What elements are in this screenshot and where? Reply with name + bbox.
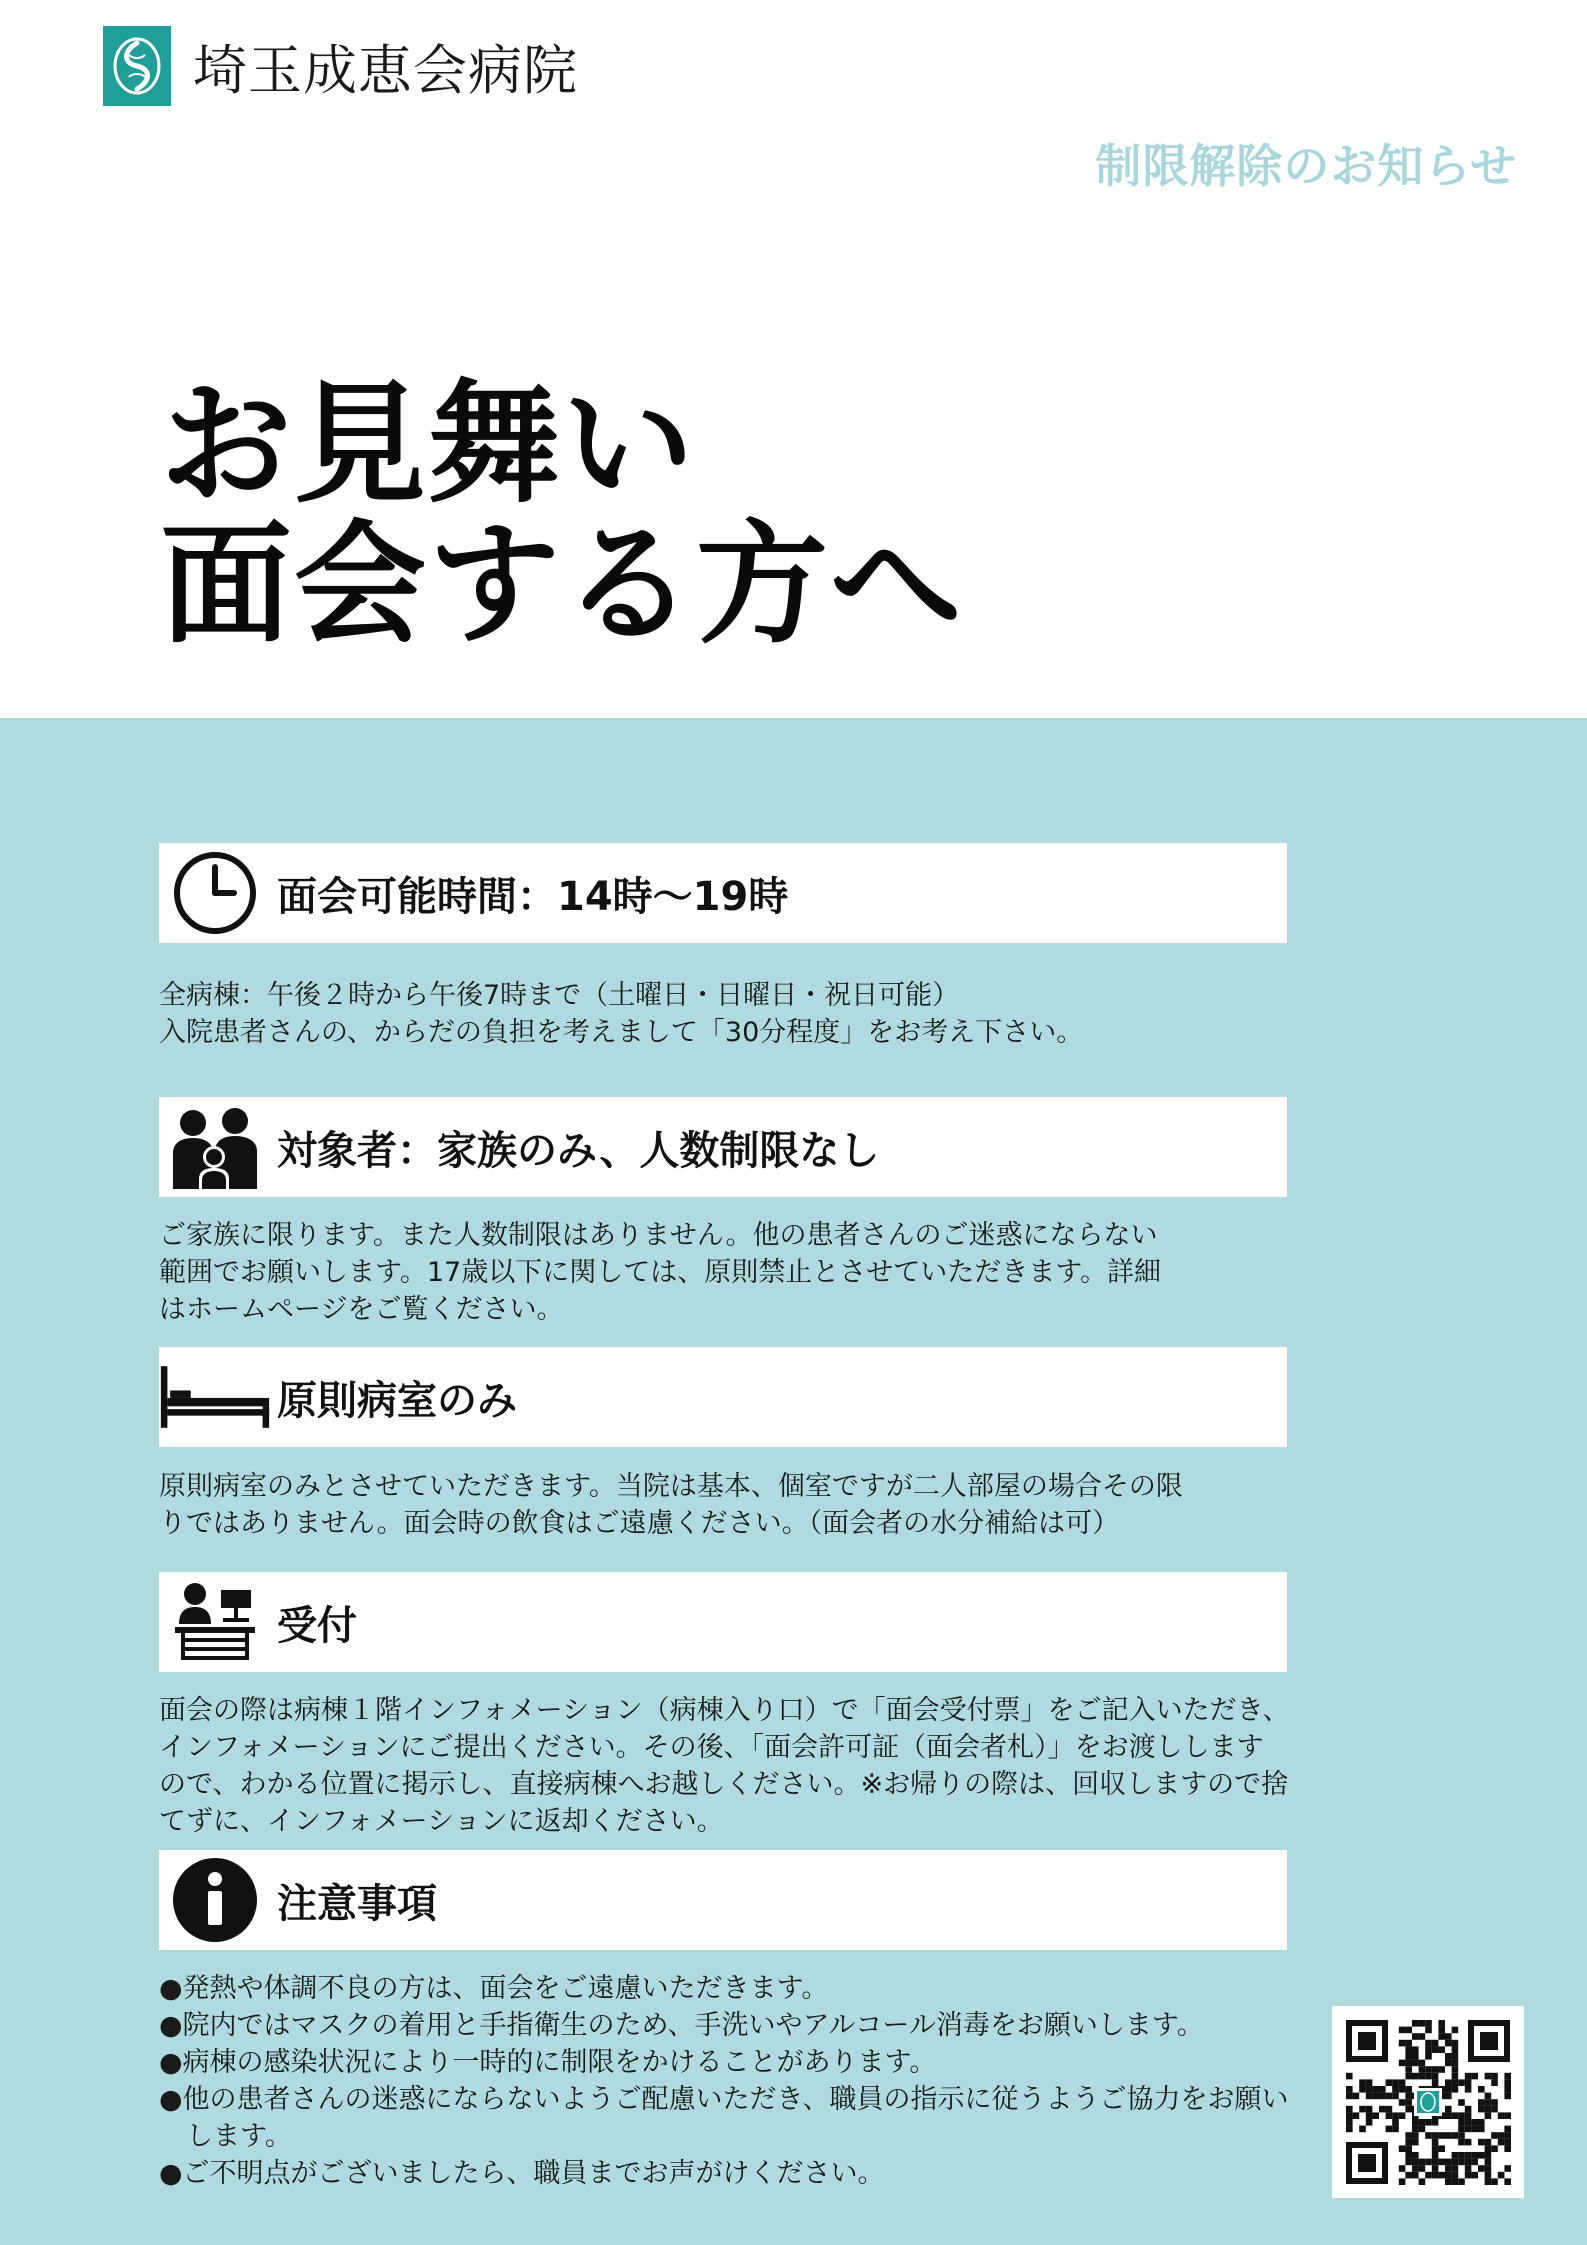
body-line: インフォメーションにご提出ください。その後、「面会許可証（面会者札）」をお渡しします: [159, 1732, 1264, 1763]
qr-module: [1425, 2053, 1432, 2060]
qr-module: [1419, 2126, 1426, 2133]
section-reception-header: [159, 1572, 1287, 1672]
qr-module: [1504, 2145, 1511, 2152]
qr-module: [1399, 2027, 1406, 2034]
section-visiting-hours-body: [159, 977, 1309, 1051]
qr-module: [1438, 2066, 1445, 2073]
qr-module: [1399, 2099, 1406, 2106]
qr-module: [1432, 2145, 1439, 2152]
qr-module: [1504, 2126, 1511, 2133]
list-item: ●ご不明点がございましたら、職員までお声がけください。: [159, 2158, 885, 2189]
qr-module: [1452, 2112, 1459, 2119]
qr-module: [1372, 2112, 1379, 2119]
qr-module: [1452, 2086, 1459, 2093]
qr-module: [1425, 2046, 1432, 2053]
qr-module: [1445, 2165, 1452, 2172]
qr-module: [1445, 2093, 1452, 2100]
qr-module: [1504, 2165, 1511, 2172]
qr-module: [1346, 2093, 1353, 2100]
reception-desk-icon: [159, 1572, 271, 1672]
qr-module: [1445, 2159, 1452, 2166]
qr-module: [1379, 2106, 1386, 2113]
qr-module: [1412, 2046, 1419, 2053]
qr-module: [1491, 2073, 1498, 2080]
qr-module: [1366, 2119, 1373, 2126]
qr-module: [1465, 2073, 1472, 2080]
qr-module: [1458, 2119, 1465, 2126]
qr-module: [1504, 2079, 1511, 2086]
qr-module: [1458, 2152, 1465, 2159]
qr-module: [1445, 2053, 1452, 2060]
qr-module: [1458, 2112, 1465, 2119]
qr-module: [1425, 2066, 1432, 2073]
qr-module: [1465, 2086, 1472, 2093]
qr-module: [1412, 2060, 1419, 2067]
qr-module: [1432, 2046, 1439, 2053]
qr-module: [1346, 2073, 1353, 2080]
qr-module: [1452, 2040, 1459, 2047]
qr-module: [1465, 2106, 1472, 2113]
qr-module: [1432, 2073, 1439, 2080]
qr-module: [1412, 2119, 1419, 2126]
qr-module: [1346, 2086, 1353, 2093]
qr-module: [1478, 2119, 1485, 2126]
body-line: 原則病室のみとさせていただきます。当院は基本、個室ですが二人部屋の場合その限: [159, 1471, 1183, 1502]
section-title: 面会可能時間：14時〜19時: [277, 873, 789, 920]
body-line: 範囲でお願いします。17歳以下に関しては、原則禁止とさせていただきます。詳細: [159, 1257, 1162, 1288]
qr-module: [1458, 2178, 1465, 2185]
section-title: 受付: [277, 1602, 357, 1649]
qr-module: [1452, 2060, 1459, 2067]
section-room-only-body: [159, 1468, 1309, 1542]
qr-module: [1372, 2086, 1379, 2093]
qr-module: [1491, 2178, 1498, 2185]
qr-module: [1485, 2152, 1492, 2159]
qr-module: [1504, 2178, 1511, 2185]
qr-module: [1412, 2033, 1419, 2040]
qr-module: [1425, 2132, 1432, 2139]
qr-module: [1425, 2119, 1432, 2126]
qr-module: [1405, 2152, 1412, 2159]
qr-module: [1399, 2060, 1406, 2067]
qr-module: [1452, 2172, 1459, 2179]
qr-module: [1458, 2099, 1465, 2106]
qr-module: [1405, 2060, 1412, 2067]
qr-module: [1465, 2172, 1472, 2179]
section-title: 原則病室のみ: [277, 1377, 517, 1424]
qr-module: [1445, 2178, 1452, 2185]
qr-module: [1478, 2139, 1485, 2146]
qr-module: [1412, 2132, 1419, 2139]
qr-module: [1504, 2112, 1511, 2119]
info-icon: [159, 1850, 271, 1950]
qr-module: [1485, 2165, 1492, 2172]
qr-module: [1425, 2020, 1432, 2027]
qr-module: [1399, 2112, 1406, 2119]
qr-module: [1465, 2079, 1472, 2086]
section-visiting-hours-header: [159, 843, 1287, 943]
section-room-only-header: [159, 1347, 1287, 1447]
qr-module: [1445, 2106, 1452, 2113]
qr-module: [1425, 2040, 1432, 2047]
list-item: ●病棟の感染状況により一時的に制限をかけることがあります。: [159, 2047, 937, 2078]
qr-module: [1458, 2139, 1465, 2146]
qr-module: [1465, 2139, 1472, 2146]
qr-module: [1399, 2040, 1406, 2047]
qr-module: [1445, 2086, 1452, 2093]
qr-module: [1432, 2132, 1439, 2139]
qr-module: [1478, 2099, 1485, 2106]
section-title: 対象者：家族のみ、人数制限なし: [277, 1127, 880, 1174]
qr-module: [1452, 2053, 1459, 2060]
qr-module: [1465, 2119, 1472, 2126]
qr-module: [1445, 2033, 1452, 2040]
qr-module: [1465, 2126, 1472, 2133]
qr-module: [1478, 2165, 1485, 2172]
qr-module: [1405, 2046, 1412, 2053]
qr-module: [1458, 2126, 1465, 2133]
qr-module: [1386, 2126, 1393, 2133]
qr-module: [1425, 2159, 1432, 2166]
qr-module: [1405, 2172, 1412, 2179]
qr-module: [1346, 2119, 1353, 2126]
qr-module: [1392, 2112, 1399, 2119]
qr-module: [1392, 2079, 1399, 2086]
qr-module: [1346, 2112, 1353, 2119]
qr-module: [1353, 2112, 1360, 2119]
qr-module: [1478, 2126, 1485, 2133]
qr-module: [1412, 2172, 1419, 2179]
qr-module: [1491, 2079, 1498, 2086]
section-title: 注意事項: [277, 1880, 437, 1927]
qr-module: [1452, 2079, 1459, 2086]
qr-module: [1366, 2106, 1373, 2113]
qr-module: [1485, 2099, 1492, 2106]
qr-module: [1445, 2112, 1452, 2119]
qr-module: [1452, 2046, 1459, 2053]
list-item: ●発熱や体調不良の方は、面会をご遠慮いただきます。: [159, 1973, 829, 2004]
qr-module: [1445, 2172, 1452, 2179]
qr-module: [1485, 2106, 1492, 2113]
qr-module: [1452, 2027, 1459, 2034]
qr-module: [1438, 2159, 1445, 2166]
qr-module: [1405, 2066, 1412, 2073]
qr-module: [1465, 2165, 1472, 2172]
qr-module: [1392, 2126, 1399, 2133]
qr-module: [1399, 2086, 1406, 2093]
qr-module: [1405, 2040, 1412, 2047]
qr-module: [1399, 2079, 1406, 2086]
qr-module: [1405, 2106, 1412, 2113]
hospital-logo: [103, 26, 578, 106]
qr-module: [1419, 2178, 1426, 2185]
qr-module: [1366, 2079, 1373, 2086]
body-line: ご家族に限ります。また人数制限はありません。他の患者さんのご迷惑にならない: [159, 1220, 1158, 1251]
qr-module: [1458, 2079, 1465, 2086]
qr-module: [1485, 2159, 1492, 2166]
qr-module: [1458, 2159, 1465, 2166]
qr-module: [1412, 2165, 1419, 2172]
qr-module: [1465, 2152, 1472, 2159]
qr-module: [1359, 2106, 1366, 2113]
qr-module: [1405, 2086, 1412, 2093]
qr-module: [1491, 2106, 1498, 2113]
page-title-line2: 面会する方へ: [160, 508, 964, 662]
qr-module: [1399, 2178, 1406, 2185]
section-eligible-visitors-header: [159, 1097, 1287, 1197]
qr-module: [1438, 2046, 1445, 2053]
qr-module: [1445, 2079, 1452, 2086]
qr-module: [1452, 2073, 1459, 2080]
qr-module: [1405, 2145, 1412, 2152]
qr-module: [1485, 2112, 1492, 2119]
qr-module: [1478, 2106, 1485, 2113]
qr-module: [1491, 2099, 1498, 2106]
body-line: 全病棟：午後２時から午後7時まで（土曜日・日曜日・祝日可能）: [159, 980, 960, 1011]
qr-module: [1504, 2093, 1511, 2100]
body-line: てずに、インフォメーションに返却ください。: [159, 1806, 724, 1837]
qr-module: [1471, 2073, 1478, 2080]
qr-module: [1452, 2165, 1459, 2172]
qr-module: [1419, 2165, 1426, 2172]
body-line: りではありません。面会時の飲食はご遠慮ください。（面会者の水分補給は可）: [159, 1508, 1120, 1539]
qr-module: [1452, 2066, 1459, 2073]
qr-module: [1485, 2139, 1492, 2146]
qr-module: [1392, 2086, 1399, 2093]
qr-module: [1412, 2053, 1419, 2060]
qr-module: [1392, 2119, 1399, 2126]
qr-module: [1491, 2132, 1498, 2139]
qr-module: [1432, 2040, 1439, 2047]
qr-module: [1438, 2172, 1445, 2179]
qr-module: [1405, 2132, 1412, 2139]
qr-module: [1471, 2126, 1478, 2133]
body-line: 入院患者さんの、からだの負担を考えまして「30分程度」をお考え下さい。: [159, 1017, 1084, 1048]
list-item: します。: [159, 2121, 292, 2152]
qr-module: [1379, 2093, 1386, 2100]
qr-module: [1485, 2145, 1492, 2152]
qr-code-image: [1332, 2006, 1524, 2198]
qr-module: [1485, 2172, 1492, 2179]
body-line: 面会の際は病棟１階インフォメーション（病棟入り口）で「面会受付票」をご記入いただき、: [159, 1695, 1290, 1726]
qr-module: [1419, 2060, 1426, 2067]
body-line: はホームページをご覧ください。: [159, 1294, 564, 1325]
qr-module: [1504, 2132, 1511, 2139]
qr-module: [1346, 2106, 1353, 2113]
qr-module: [1412, 2159, 1419, 2166]
qr-module: [1386, 2106, 1393, 2113]
qr-module: [1485, 2093, 1492, 2100]
qr-module: [1419, 2033, 1426, 2040]
qr-module: [1438, 2020, 1445, 2027]
qr-module: [1353, 2093, 1360, 2100]
qr-module: [1491, 2145, 1498, 2152]
qr-module: [1432, 2079, 1439, 2086]
qr-module: [1359, 2126, 1366, 2133]
qr-module: [1419, 2159, 1426, 2166]
qr-module: [1386, 2112, 1393, 2119]
qr-module: [1359, 2086, 1366, 2093]
qr-module: [1458, 2132, 1465, 2139]
qr-module: [1412, 2073, 1419, 2080]
hospital-name: 埼玉成恵会病院: [193, 38, 578, 102]
qr-module: [1471, 2152, 1478, 2159]
qr-module: [1498, 2132, 1505, 2139]
section-notes-body: [159, 1970, 1309, 2192]
qr-module: [1399, 2165, 1406, 2172]
qr-module: [1432, 2139, 1439, 2146]
qr-module: [1452, 2152, 1459, 2159]
qr-module: [1504, 2139, 1511, 2146]
qr-module: [1471, 2159, 1478, 2166]
qr-module: [1366, 2086, 1373, 2093]
list-item: ●他の患者さんの迷惑にならないようご配慮いただき、職員の指示に従うようご協力をお願い: [159, 2084, 1289, 2115]
qr-module: [1405, 2027, 1412, 2034]
section-notes-header: [159, 1850, 1287, 1950]
qr-module: [1432, 2165, 1439, 2172]
qr-module: [1405, 2159, 1412, 2166]
body-line: ので、わかる位置に掲示し、直接病棟へお越しください。※お帰りの際は、回収しますので捨: [159, 1769, 1289, 1800]
qr-module: [1405, 2093, 1412, 2100]
qr-module: [1392, 2093, 1399, 2100]
qr-module: [1504, 2073, 1511, 2080]
qr-module: [1438, 2132, 1445, 2139]
family-icon: [159, 1097, 271, 1197]
qr-module: [1432, 2066, 1439, 2073]
qr-module: [1399, 2145, 1406, 2152]
qr-module: [1405, 2053, 1412, 2060]
qr-module: [1452, 2132, 1459, 2139]
qr-module: [1478, 2152, 1485, 2159]
qr-module: [1425, 2027, 1432, 2034]
qr-code[interactable]: [1332, 2006, 1524, 2198]
qr-module: [1386, 2093, 1393, 2100]
qr-module: [1485, 2178, 1492, 2185]
qr-module: [1432, 2159, 1439, 2166]
page-title: [160, 368, 964, 662]
qr-module: [1438, 2027, 1445, 2034]
qr-module: [1405, 2073, 1412, 2080]
section-reception-body: [159, 1692, 1309, 1840]
clock-icon: [159, 843, 271, 943]
qr-module: [1366, 2093, 1373, 2100]
qr-module: [1412, 2139, 1419, 2146]
qr-module: [1346, 2126, 1353, 2133]
qr-module: [1498, 2139, 1505, 2146]
qr-module: [1485, 2073, 1492, 2080]
qr-module: [1425, 2073, 1432, 2080]
qr-module: [1478, 2086, 1485, 2093]
qr-module: [1504, 2086, 1511, 2093]
qr-module: [1425, 2172, 1432, 2179]
list-item: ●院内ではマスクの着用と手指衛生のため、手洗いやアルコール消毒をお願いします。: [159, 2010, 1204, 2041]
section-eligible-visitors-body: [159, 1217, 1309, 1328]
qr-module: [1412, 2126, 1419, 2133]
qr-module: [1386, 2079, 1393, 2086]
qr-module: [1432, 2172, 1439, 2179]
page-title-line1: お見舞い: [160, 368, 696, 522]
qr-module: [1465, 2112, 1472, 2119]
qr-module: [1498, 2172, 1505, 2179]
qr-module: [1432, 2152, 1439, 2159]
qr-module: [1419, 2073, 1426, 2080]
qr-module: [1471, 2172, 1478, 2179]
qr-module: [1372, 2093, 1379, 2100]
qr-module: [1452, 2159, 1459, 2166]
qr-module: [1405, 2099, 1412, 2106]
qr-module: [1412, 2152, 1419, 2159]
qr-module: [1438, 2145, 1445, 2152]
hospital-emblem-icon: [103, 26, 171, 106]
qr-module: [1445, 2132, 1452, 2139]
qr-module: [1419, 2066, 1426, 2073]
qr-module: [1498, 2112, 1505, 2119]
qr-module: [1366, 2112, 1373, 2119]
qr-module: [1379, 2086, 1386, 2093]
qr-module: [1452, 2178, 1459, 2185]
qr-module: [1419, 2020, 1426, 2027]
qr-module: [1405, 2139, 1412, 2146]
bed-icon: [159, 1347, 271, 1447]
notice-label: 制限解除のお知らせ: [1095, 139, 1517, 193]
qr-module: [1412, 2020, 1419, 2027]
qr-module: [1359, 2079, 1366, 2086]
qr-module: [1445, 2040, 1452, 2047]
qr-module: [1432, 2119, 1439, 2126]
qr-module: [1445, 2060, 1452, 2067]
qr-module: [1419, 2119, 1426, 2126]
qr-module: [1465, 2159, 1472, 2166]
qr-module: [1471, 2119, 1478, 2126]
qr-module: [1438, 2033, 1445, 2040]
